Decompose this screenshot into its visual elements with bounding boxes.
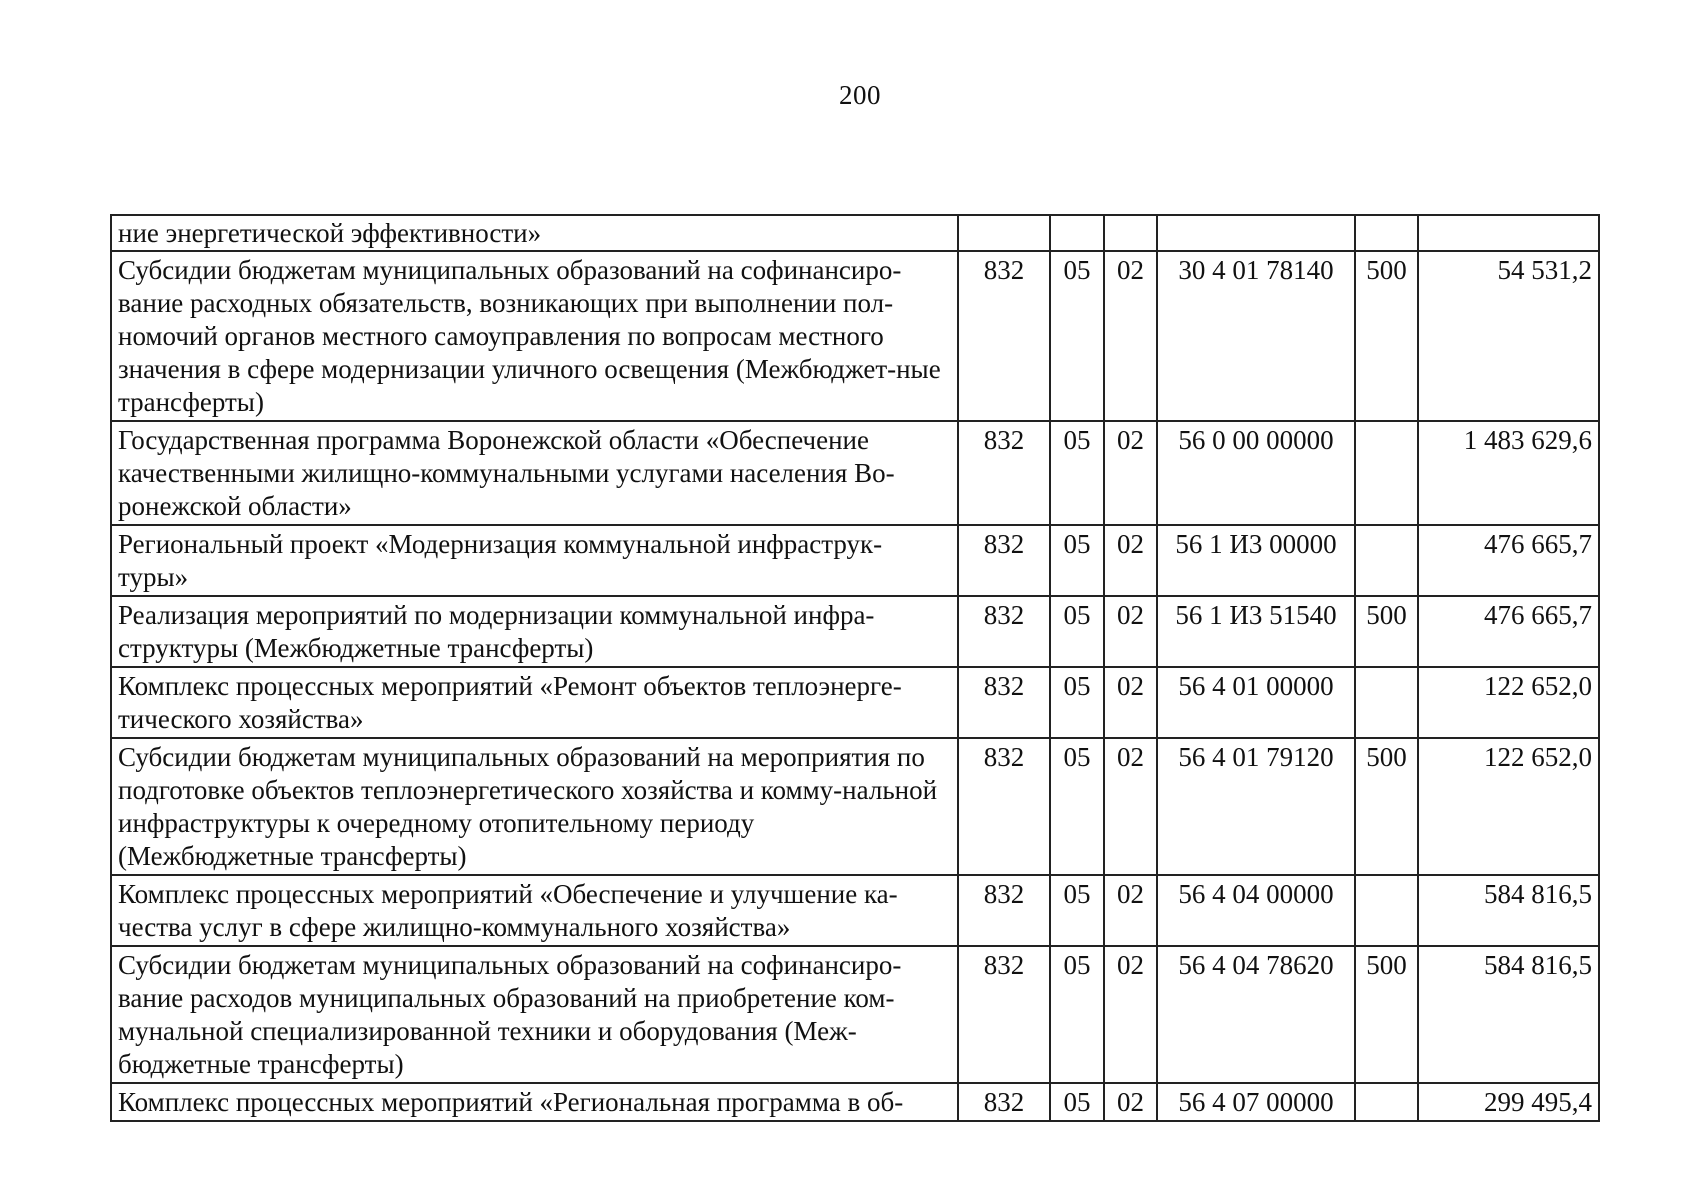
row-vr-cell — [1355, 667, 1418, 738]
row-pr-cell: 02 — [1104, 1083, 1157, 1121]
row-sum-cell: 1 483 629,6 — [1418, 421, 1599, 525]
row-pr-cell: 02 — [1104, 251, 1157, 421]
row-name-cell: Субсидии бюджетам муниципальных образований на мероприятия по подготовке объектов теплоэнергетического хозяйства и комму-нальной инфраструктуры к очередному отопительному периоду (Межбюджетные трансферты) — [111, 738, 958, 875]
table-row — [111, 421, 1599, 525]
row-vr-cell — [1355, 525, 1418, 596]
table-row — [111, 525, 1599, 596]
table-row — [111, 667, 1599, 738]
row-csr-cell: 56 1 И3 00000 — [1157, 525, 1355, 596]
row-sum-cell: 299 495,4 — [1418, 1083, 1599, 1121]
row-name-cell: Субсидии бюджетам муниципальных образований на софинансиро-вание расходных обязательств, возникающих при выполнении пол-номочий органов местного самоуправления по вопросам местного значения в сфере модернизации уличного освещения (Межбюджет-ные трансферты) — [111, 251, 958, 421]
row-pr-cell: 02 — [1104, 667, 1157, 738]
row-grbs-cell: 832 — [958, 1083, 1050, 1121]
table-row — [111, 738, 1599, 875]
row-vr-cell: 500 — [1355, 738, 1418, 875]
row-sum-cell: 122 652,0 — [1418, 738, 1599, 875]
row-name-cell: Государственная программа Воронежской области «Обеспечение качественными жилищно-коммунальными услугами населения Во-ронежской области» — [111, 421, 958, 525]
row-vr-cell — [1355, 875, 1418, 946]
table-row — [111, 1083, 1599, 1121]
row-name-cell: Региональный проект «Модернизация коммунальной инфраструк-туры» — [111, 525, 958, 596]
row-rz-cell: 05 — [1050, 875, 1104, 946]
row-sum-cell: 476 665,7 — [1418, 596, 1599, 667]
row-grbs-cell — [958, 215, 1050, 251]
row-pr-cell: 02 — [1104, 525, 1157, 596]
row-grbs-cell: 832 — [958, 738, 1050, 875]
row-csr-cell: 56 4 04 00000 — [1157, 875, 1355, 946]
table-row — [111, 596, 1599, 667]
row-csr-cell: 56 4 07 00000 — [1157, 1083, 1355, 1121]
row-pr-cell — [1104, 215, 1157, 251]
row-rz-cell: 05 — [1050, 1083, 1104, 1121]
table-row — [111, 875, 1599, 946]
row-name-cell: Комплекс процессных мероприятий «Региональная программа в об- — [111, 1083, 958, 1121]
row-pr-cell: 02 — [1104, 875, 1157, 946]
row-sum-cell: 54 531,2 — [1418, 251, 1599, 421]
row-rz-cell: 05 — [1050, 596, 1104, 667]
row-rz-cell: 05 — [1050, 667, 1104, 738]
row-csr-cell: 56 4 04 78620 — [1157, 946, 1355, 1083]
row-sum-cell: 476 665,7 — [1418, 525, 1599, 596]
row-vr-cell — [1355, 1083, 1418, 1121]
row-rz-cell: 05 — [1050, 421, 1104, 525]
row-name-cell: Комплекс процессных мероприятий «Ремонт объектов теплоэнерге-тического хозяйства» — [111, 667, 958, 738]
budget-table — [110, 214, 1600, 1122]
row-csr-cell: 30 4 01 78140 — [1157, 251, 1355, 421]
row-csr-cell: 56 4 01 79120 — [1157, 738, 1355, 875]
row-grbs-cell: 832 — [958, 875, 1050, 946]
row-vr-cell: 500 — [1355, 596, 1418, 667]
table-row — [111, 215, 1599, 251]
row-grbs-cell: 832 — [958, 251, 1050, 421]
row-name-cell: ние энергетической эффективности» — [111, 215, 958, 251]
row-vr-cell — [1355, 421, 1418, 525]
row-vr-cell: 500 — [1355, 251, 1418, 421]
row-rz-cell: 05 — [1050, 525, 1104, 596]
row-rz-cell — [1050, 215, 1104, 251]
row-csr-cell — [1157, 215, 1355, 251]
row-vr-cell: 500 — [1355, 946, 1418, 1083]
row-grbs-cell: 832 — [958, 946, 1050, 1083]
row-rz-cell: 05 — [1050, 946, 1104, 1083]
row-csr-cell: 56 0 00 00000 — [1157, 421, 1355, 525]
row-name-cell: Комплекс процессных мероприятий «Обеспечение и улучшение ка-чества услуг в сфере жилищно-коммунального хозяйства» — [111, 875, 958, 946]
row-grbs-cell: 832 — [958, 525, 1050, 596]
row-sum-cell: 584 816,5 — [1418, 946, 1599, 1083]
table-row — [111, 946, 1599, 1083]
row-rz-cell: 05 — [1050, 251, 1104, 421]
row-name-cell: Субсидии бюджетам муниципальных образований на софинансиро-вание расходов муниципальных образований на приобретение ком-мунальной специализированной техники и оборудования (Меж-бюджетные трансферты) — [111, 946, 958, 1083]
row-grbs-cell: 832 — [958, 667, 1050, 738]
row-rz-cell: 05 — [1050, 738, 1104, 875]
row-vr-cell — [1355, 215, 1418, 251]
row-pr-cell: 02 — [1104, 738, 1157, 875]
row-sum-cell: 122 652,0 — [1418, 667, 1599, 738]
row-pr-cell: 02 — [1104, 946, 1157, 1083]
row-sum-cell — [1418, 215, 1599, 251]
page-number: 200 — [839, 80, 881, 110]
row-grbs-cell: 832 — [958, 421, 1050, 525]
table-row — [111, 251, 1599, 421]
row-sum-cell: 584 816,5 — [1418, 875, 1599, 946]
row-pr-cell: 02 — [1104, 421, 1157, 525]
row-grbs-cell: 832 — [958, 596, 1050, 667]
row-csr-cell: 56 1 И3 51540 — [1157, 596, 1355, 667]
row-csr-cell: 56 4 01 00000 — [1157, 667, 1355, 738]
row-pr-cell: 02 — [1104, 596, 1157, 667]
row-name-cell: Реализация мероприятий по модернизации коммунальной инфра-структуры (Межбюджетные трансферты) — [111, 596, 958, 667]
